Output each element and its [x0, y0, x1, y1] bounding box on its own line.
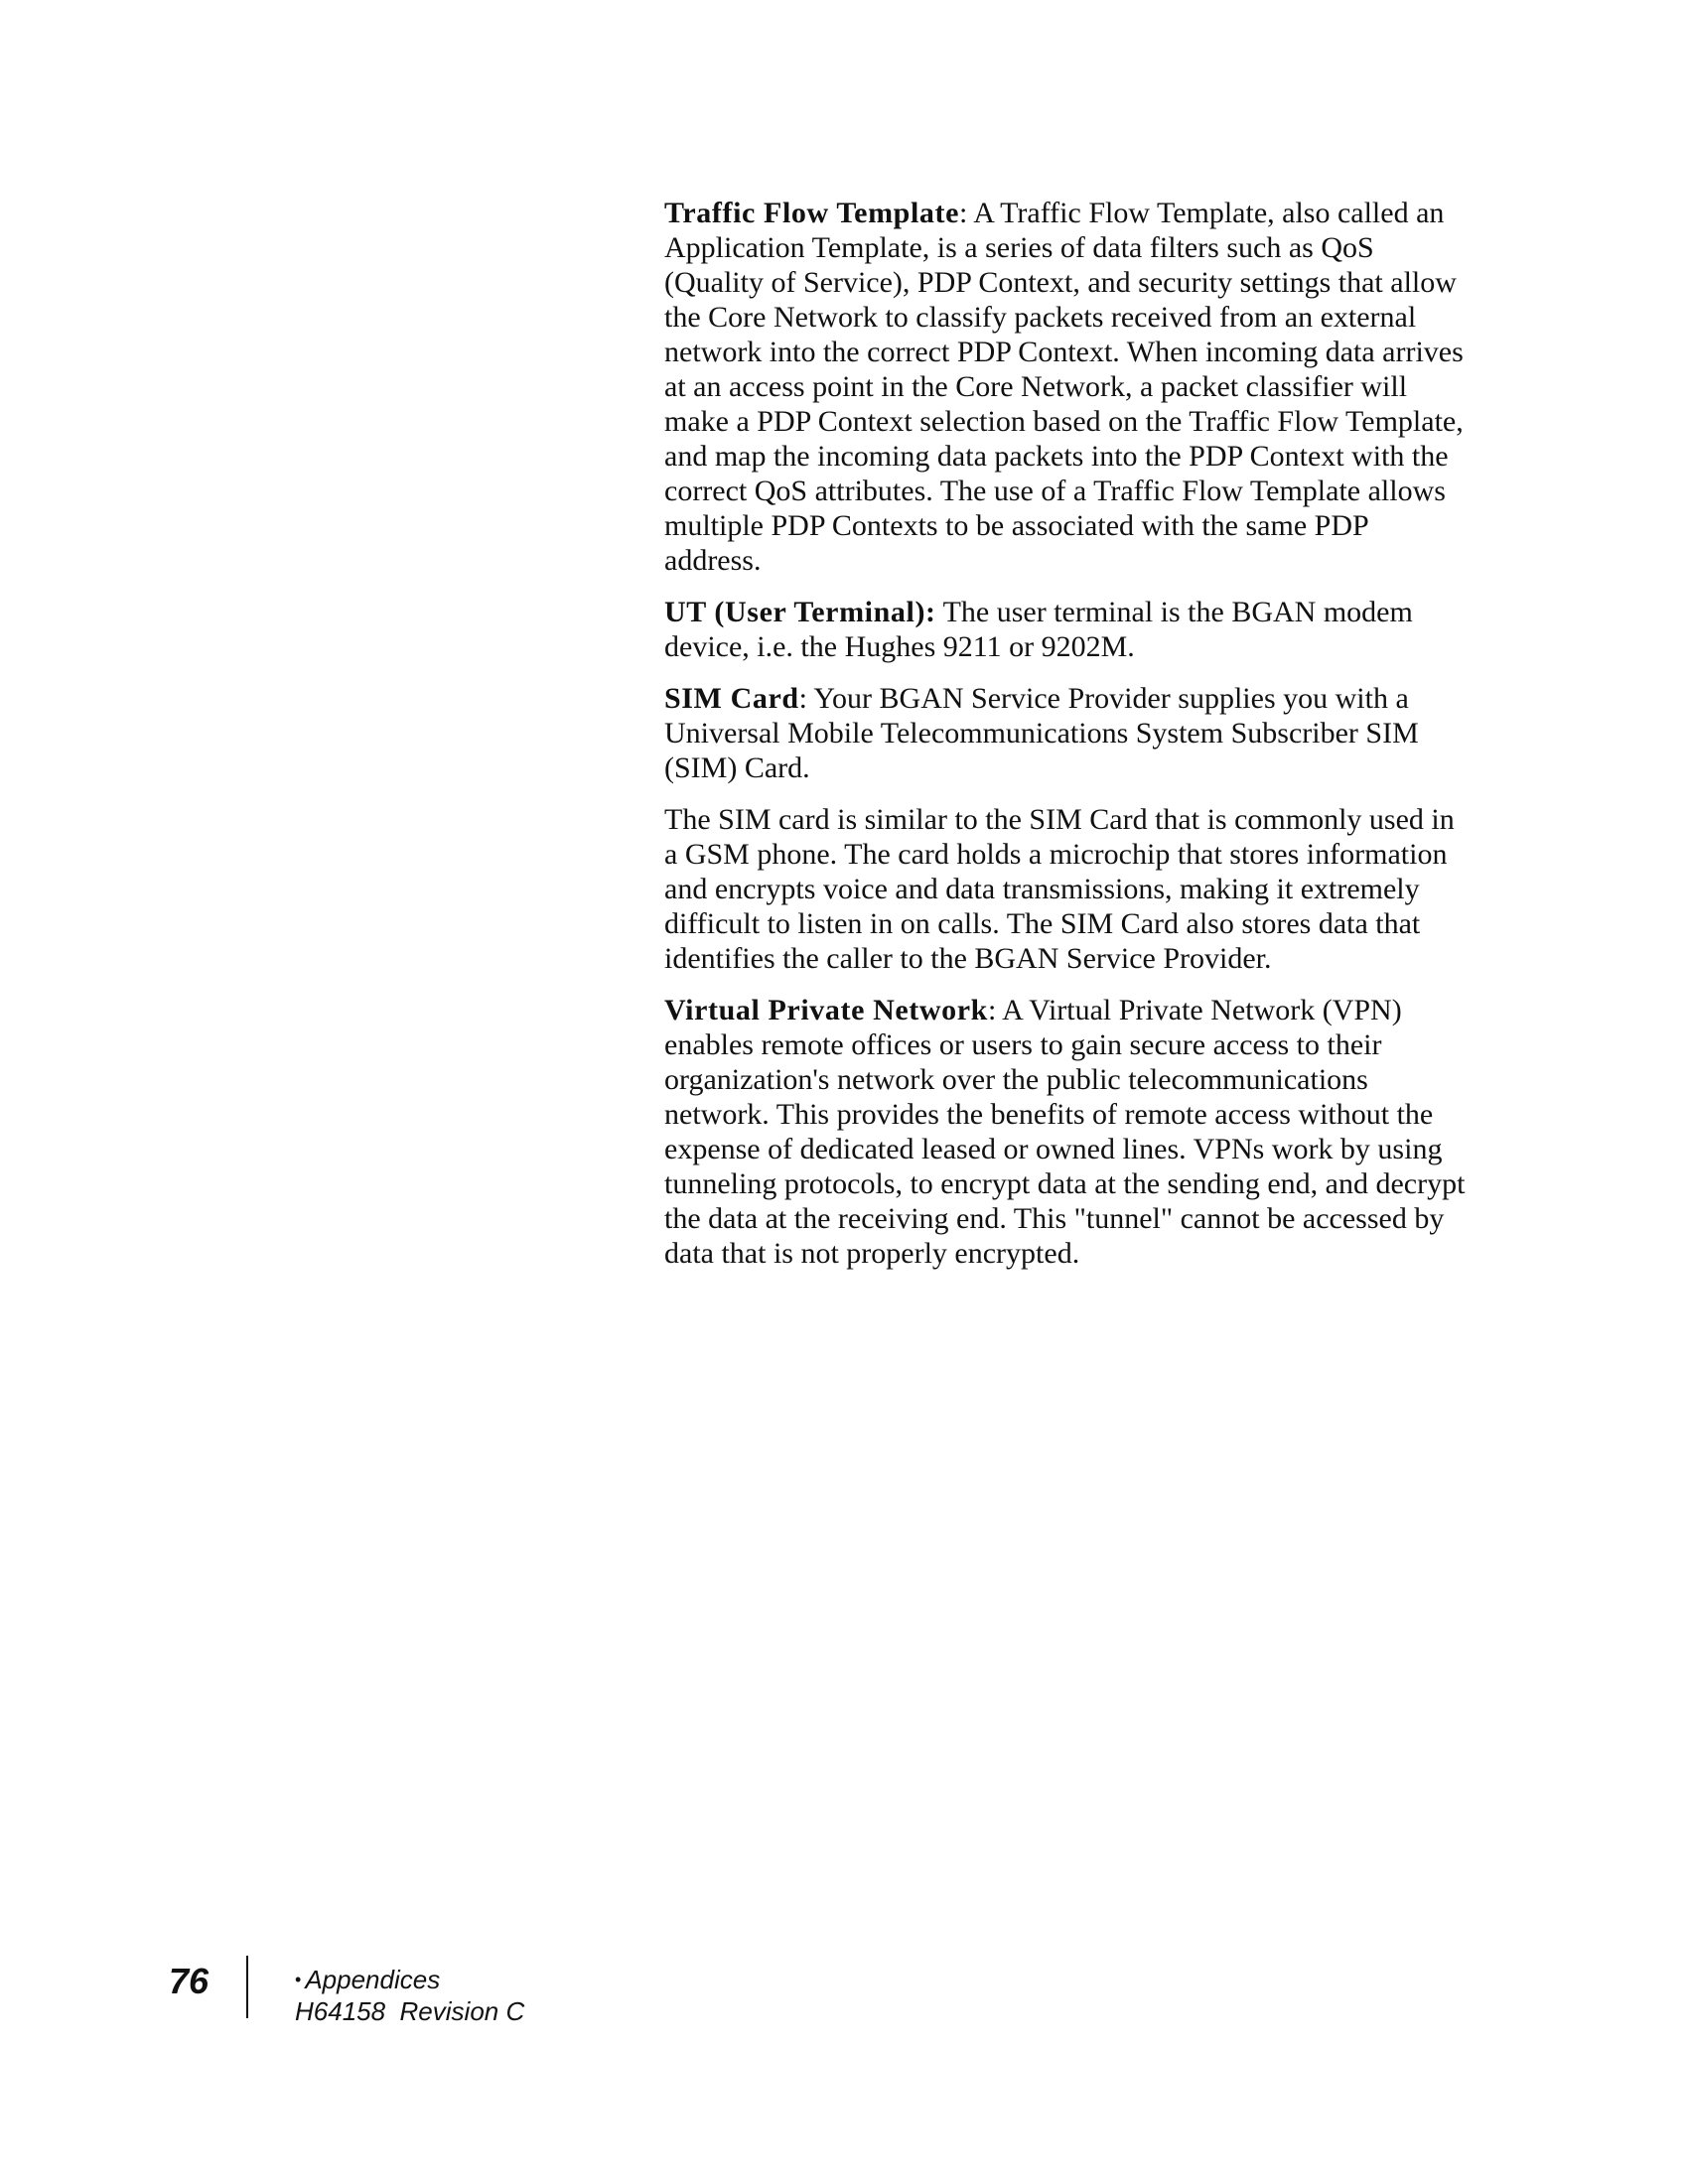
- footer-section-line: [295, 1964, 524, 1995]
- definition-sim-card: Your BGAN Service Provider supplies you with a Universal Mobile Telecommunications System Subscriber SIM (SIM) Card.: [664, 682, 1419, 784]
- bullet-icon: •: [295, 1970, 302, 1989]
- definition-vpn: A Virtual Private Network (VPN) enables remote offices or users to gain secure access to their organization's network over the public telecommunications network. This provides the benefits of remote access without the expense of dedicated leased or owned lines. VPNs work by using tunneling protocols, to encrypt data at the sending end, and decrypt the data at the receiving end. This "tunnel" cannot be accessed by data that is not properly encrypted.: [664, 994, 1466, 1270]
- term-traffic-flow-template: Traffic Flow Template: [664, 197, 959, 229]
- glossary-content: [664, 196, 1469, 1288]
- page-number: 76: [169, 1961, 210, 2001]
- term-vpn: Virtual Private Network: [664, 994, 988, 1026]
- term-separator: :: [987, 994, 997, 1026]
- definition-user-terminal: The user terminal is the BGAN modem device, i.e. the Hughes 9211 or 9202M.: [664, 596, 1413, 663]
- glossary-entry-traffic-flow-template: [664, 196, 1469, 578]
- glossary-entry-vpn: [664, 993, 1469, 1271]
- footer-info: [295, 1964, 524, 2027]
- term-sim-card: SIM Card: [664, 682, 799, 715]
- term-separator: :: [798, 682, 807, 715]
- footer-document-id: H64158 Revision C: [295, 1996, 525, 2026]
- footer-divider: [246, 1956, 248, 2018]
- glossary-paragraph-sim-card-details: The SIM card is similar to the SIM Card that is commonly used in a GSM phone. The card holds a microchip that stores information and encrypts voice and data transmissions, making it extremely difficult to listen in on calls. The SIM Card also stores data that identifies the caller to the BGAN Service Provider.: [664, 803, 1455, 975]
- term-user-terminal: UT (User Terminal):: [664, 596, 936, 628]
- term-separator: :: [959, 197, 968, 229]
- definition-traffic-flow-template: A Traffic Flow Template, also called an Application Template, is a series of data filters such as QoS (Quality of Service), PDP Context, and security settings that allow the Core Network to classify packets received from an external network into the correct PDP Context. When incoming data arrives at an access point in the Core Network, a packet classifier will make a PDP Context selection based on the Traffic Flow Template, and map the incoming data packets into the PDP Context with the correct QoS attributes. The use of a Traffic Flow Template allows multiple PDP Contexts to be associated with the same PDP address.: [664, 197, 1464, 577]
- footer-section: Appendices: [305, 1965, 441, 1994]
- glossary-entry-sim-card: [664, 681, 1469, 785]
- glossary-entry-user-terminal: [664, 595, 1469, 664]
